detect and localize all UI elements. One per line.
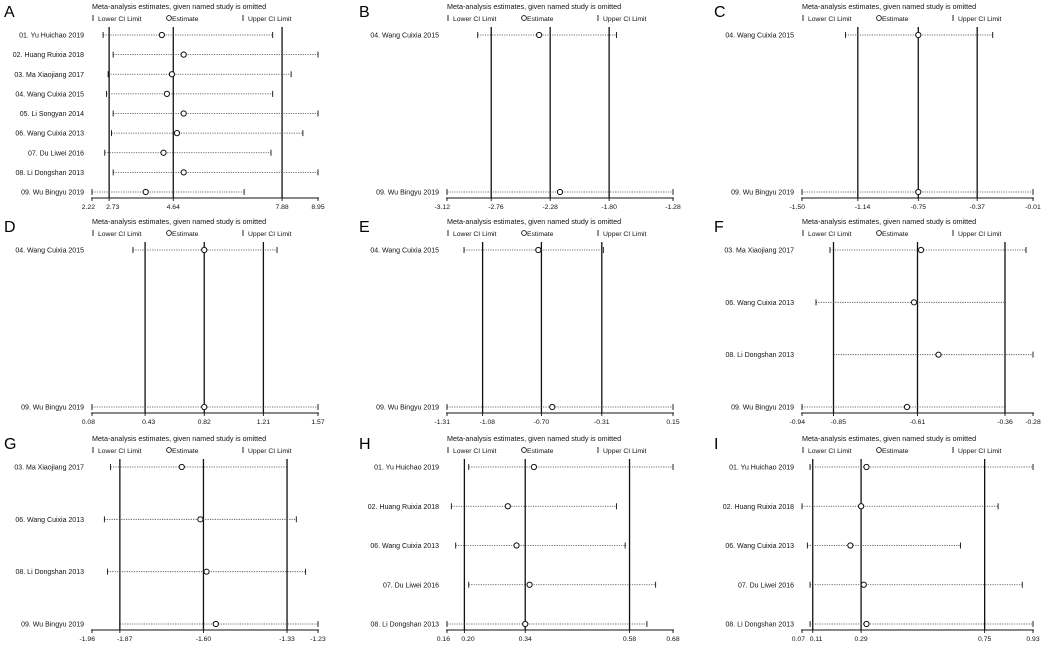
panel-label: C [714,4,726,21]
tick-label: -1.23 [310,636,326,643]
tick-label: -0.01 [1025,204,1041,211]
estimate-point [523,621,528,626]
estimate-point [198,517,203,522]
estimate-point [936,352,941,357]
study-label: 08. Li Dongshan 2013 [15,569,84,577]
estimate-point [527,582,532,587]
estimate-point [864,621,869,626]
tick-label: 2.22 [81,204,95,211]
legend-entry: Upper CI Limit [958,448,1002,455]
study-label: 09. Wu Bingyu 2019 [376,189,439,197]
tick-label: 0.20 [461,636,475,643]
estimate-point [537,32,542,37]
study-label: 02. Huang Ruixia 2018 [12,52,84,60]
estimate-point [557,189,562,194]
estimate-point [161,150,166,155]
tick-label: 2.73 [106,204,120,211]
study-label: 04. Wang Cuixia 2015 [370,247,439,255]
study-label: 02. Huang Ruixia 2018 [722,503,794,511]
study-label: 04. Wang Cuixia 2015 [370,32,439,40]
estimate-point [531,464,536,469]
plot-title: Meta-analysis estimates, given named study is omitted [92,217,267,226]
tick-label: -0.28 [1025,419,1041,426]
tick-label: -1.87 [116,636,133,643]
legend-entry: Lower CI Limit [98,16,142,23]
study-label: 09. Wu Bingyu 2019 [731,404,794,412]
tick-label: -1.96 [79,636,95,643]
tick-label: -0.61 [909,419,926,426]
tick-label: 0.29 [854,636,868,643]
study-label: 08. Li Dongshan 2013 [370,621,439,629]
estimate-point [174,131,179,136]
legend-estimate-marker [167,448,172,453]
tick-label: -0.37 [969,204,985,211]
estimate-point [179,464,184,469]
tick-label: 0.68 [666,636,680,643]
legend-entry: Estimate [882,448,909,455]
study-label: 09. Wu Bingyu 2019 [21,621,84,629]
study-label: 07. Du Liwei 2016 [27,150,84,158]
tick-label: 0.15 [666,419,680,426]
legend-entry: Estimate [882,231,909,238]
tick-label: -1.50 [789,204,805,211]
legend-entry: Upper CI Limit [603,231,647,238]
legend-estimate-marker [522,231,527,236]
study-label: 01. Yu Huichao 2019 [374,464,439,472]
study-label: 02. Huang Ruixia 2018 [367,503,439,511]
tick-label: 1.21 [256,419,271,426]
legend-entry: Upper CI Limit [248,231,292,238]
study-label: 01. Yu Huichao 2019 [729,464,794,472]
tick-label: -0.31 [594,419,610,426]
estimate-point [181,52,186,57]
tick-label: -0.70 [533,419,550,426]
legend-estimate-marker [522,16,527,21]
legend-entry: Estimate [882,16,909,23]
panel-f [714,217,1041,426]
legend-entry: Lower CI Limit [98,231,142,238]
tick-label: -0.94 [789,419,805,426]
tick-label: 8.95 [311,204,325,211]
estimate-point [514,543,519,548]
panel-label: H [359,436,371,453]
legend-entry: Upper CI Limit [603,448,647,455]
study-label: 06. Wang Cuixia 2013 [725,299,794,307]
estimate-point [536,247,541,252]
legend-estimate-marker [877,16,882,21]
tick-label: -2.76 [488,204,504,211]
estimate-point [918,247,923,252]
estimate-point [204,569,209,574]
tick-label: -1.60 [195,636,212,643]
study-label: 07. Du Liwei 2016 [737,582,794,590]
legend-entry: Lower CI Limit [808,231,852,238]
estimate-point [181,111,186,116]
tick-label: -0.75 [910,204,927,211]
estimate-point [916,189,921,194]
panel-label: F [714,219,724,236]
legend-estimate-marker [167,231,172,236]
panel-a [4,2,325,211]
legend-entry: Estimate [527,16,554,23]
legend-entry: Lower CI Limit [453,448,497,455]
study-label: 08. Li Dongshan 2013 [15,169,84,177]
study-label: 09. Wu Bingyu 2019 [731,189,794,197]
legend-entry: Upper CI Limit [958,16,1002,23]
panel-i [714,434,1040,643]
study-label: 09. Wu Bingyu 2019 [21,189,84,197]
estimate-point [143,189,148,194]
plot-title: Meta-analysis estimates, given named study is omitted [92,2,267,11]
plot-title: Meta-analysis estimates, given named study is omitted [802,2,977,11]
tick-label: -1.28 [665,204,681,211]
tick-label: 0.93 [1026,636,1040,643]
study-label: 09. Wu Bingyu 2019 [21,404,84,412]
panel-e [359,217,680,426]
tick-label: 0.58 [622,636,637,643]
panel-label: A [4,4,15,21]
estimate-point [213,621,218,626]
legend-entry: Lower CI Limit [98,448,142,455]
legend-entry: Lower CI Limit [808,448,852,455]
legend-entry: Estimate [172,448,199,455]
legend-entry: Upper CI Limit [958,231,1002,238]
study-label: 04. Wang Cuixia 2015 [15,91,84,99]
legend-entry: Upper CI Limit [248,448,292,455]
tick-label: 0.34 [518,636,532,643]
tick-label: -0.85 [830,419,846,426]
plot-title: Meta-analysis estimates, given named study is omitted [447,217,622,226]
study-label: 06. Wang Cuixia 2013 [370,543,439,550]
panel-d [4,217,325,426]
study-label: 03. Ma Xiaojiang 2017 [14,464,84,472]
tick-label: 0.07 [791,636,805,643]
estimate-point [861,582,866,587]
plot-title: Meta-analysis estimates, given named study is omitted [92,434,267,443]
study-label: 04. Wang Cuixia 2015 [15,247,84,255]
tick-label: 0.11 [809,636,823,643]
legend-entry: Estimate [172,16,199,23]
panel-g [4,434,326,643]
tick-label: -1.14 [854,204,871,211]
tick-label: -2.28 [542,204,558,211]
tick-label: -3.12 [434,204,450,211]
estimate-point [181,170,186,175]
estimate-point [550,404,555,409]
panel-label: G [4,436,17,453]
estimate-point [159,32,164,37]
tick-label: 0.43 [142,419,156,426]
legend-estimate-marker [877,448,882,453]
legend-entry: Lower CI Limit [808,16,852,23]
estimate-point [916,32,921,37]
plot-title: Meta-analysis estimates, given named study is omitted [802,217,977,226]
study-label: 08. Li Dongshan 2013 [725,621,794,629]
plot-title: Meta-analysis estimates, given named study is omitted [447,2,622,11]
tick-label: -1.80 [601,204,617,211]
panel-label: D [4,219,16,236]
legend-estimate-marker [522,448,527,453]
study-label: 06. Wang Cuixia 2013 [725,543,794,550]
study-label: 08. Li Dongshan 2013 [725,352,794,360]
tick-label: 7.88 [275,204,289,211]
legend-entry: Lower CI Limit [453,231,497,238]
estimate-point [858,504,863,509]
plot-title: Meta-analysis estimates, given named study is omitted [447,434,622,443]
tick-label: 4.64 [166,204,180,211]
panel-label: B [359,4,370,21]
tick-label: -1.08 [479,419,496,426]
panel-label: I [714,436,719,453]
panel-h [359,434,680,643]
study-label: 06. Wang Cuixia 2013 [15,130,84,138]
tick-label: 0.16 [436,636,450,643]
estimate-point [911,300,916,305]
estimate-point [169,72,174,77]
estimate-point [164,91,169,96]
study-label: 09. Wu Bingyu 2019 [376,404,439,412]
study-label: 04. Wang Cuixia 2015 [725,32,794,40]
estimate-point [202,247,207,252]
tick-label: 1.57 [311,419,325,426]
study-label: 06. Wang Cuixia 2013 [15,516,84,524]
tick-label: 0.82 [197,419,211,426]
legend-entry: Estimate [527,448,554,455]
tick-label: 0.08 [81,419,95,426]
legend-estimate-marker [877,231,882,236]
panel-c [714,2,1041,211]
legend-entry: Lower CI Limit [453,16,497,23]
tick-label: -1.33 [279,636,295,643]
panel-label: E [359,219,370,236]
estimate-point [904,404,909,409]
legend-estimate-marker [167,16,172,21]
tick-label: -0.36 [997,419,1013,426]
estimate-point [864,464,869,469]
study-label: 07. Du Liwei 2016 [382,582,439,590]
estimate-point [505,504,510,509]
study-label: 05. Li Songyan 2014 [19,111,84,118]
tick-label: 0.75 [978,636,992,643]
tick-label: -1.31 [434,419,450,426]
legend-entry: Estimate [527,231,554,238]
legend-entry: Estimate [172,231,199,238]
study-label: 03. Ma Xiaojiang 2017 [14,71,84,79]
study-label: 03. Ma Xiaojiang 2017 [724,247,794,255]
panel-b [359,2,681,211]
estimate-point [202,404,207,409]
legend-entry: Upper CI Limit [248,16,292,23]
legend-entry: Upper CI Limit [603,16,647,23]
study-label: 01. Yu Huichao 2019 [19,32,84,40]
estimate-point [848,543,853,548]
plot-title: Meta-analysis estimates, given named study is omitted [802,434,977,443]
